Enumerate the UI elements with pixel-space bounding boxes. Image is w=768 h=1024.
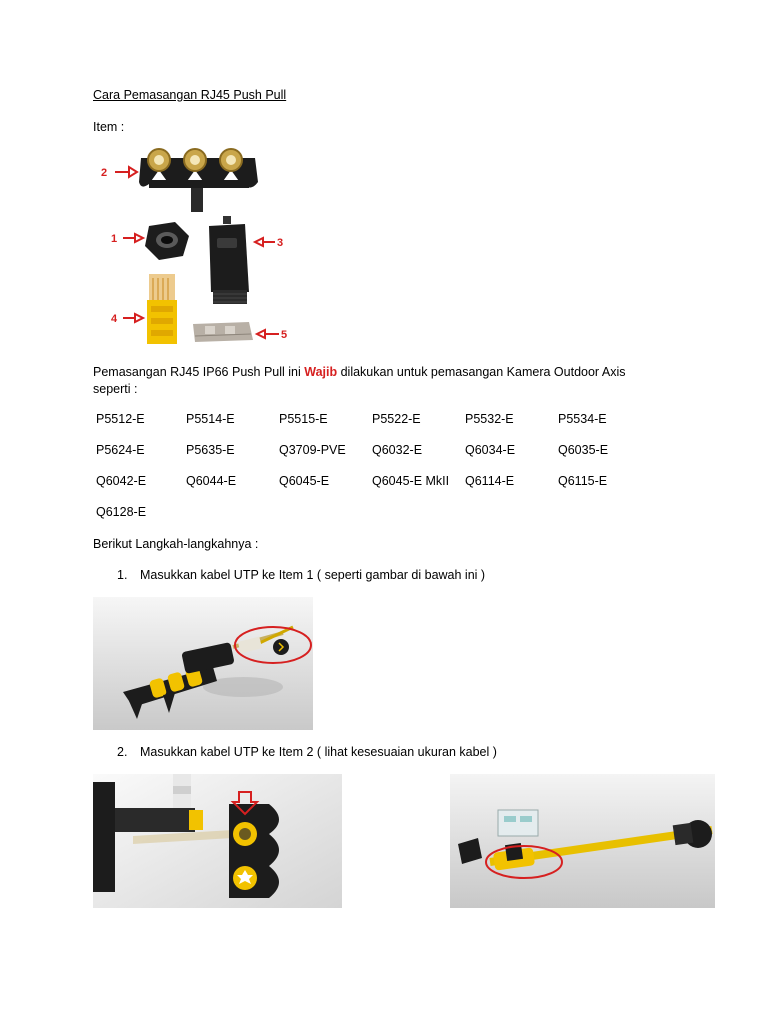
model-cell: P5635-E [186,443,235,457]
step-1 [117,568,485,582]
model-cell: P5534-E [558,412,607,426]
step-2-photo-left [93,774,342,908]
model-cell: Q6035-E [558,443,609,457]
intro-paragraph [93,364,653,398]
part-4-rj45-connector [147,274,177,344]
model-cell: P5532-E [465,412,514,426]
part-label-4: 4 [111,313,118,325]
model-cell: Q6128-E [96,505,147,519]
steps-heading: Berikut Langkah-langkahnya : [93,537,259,551]
step-text: Masukkan kabel UTP ke Item 1 ( seperti gambar di bawah ini ) [140,568,486,582]
parts-illustration [93,140,305,350]
step-number: 2. [117,745,128,759]
model-cell: Q6045-E MkII [372,474,450,488]
model-cell: Q6115-E [558,474,608,488]
model-cell: P5512-E [96,412,145,426]
step-text: Masukkan kabel UTP ke Item 2 ( lihat kesesuaian ukuran kabel ) [140,745,497,759]
model-cell: P5515-E [279,412,328,426]
model-cell: Q6114-E [465,474,515,488]
model-cell: P5514-E [186,412,235,426]
intro-text-after: dilakukan untuk pemasangan Kamera Outdoor Axis seperti : [93,365,626,396]
step-1-photo [93,597,313,730]
intro-text-before: Pemasangan RJ45 IP66 Push Pull ini [93,365,305,379]
part-5-metal-shield [193,322,253,342]
model-cell: Q6044-E [186,474,237,488]
model-cell: Q6032-E [372,443,423,457]
model-cell: P5522-E [372,412,421,426]
part-3-housing [209,216,249,304]
part-label-5: 5 [281,329,288,341]
step-2-photo-right [450,774,715,908]
step-2 [117,745,497,759]
page-title: Cara Pemasangan RJ45 Push Pull [93,88,287,102]
item-label: Item : [93,120,125,134]
model-cell: P5624-E [96,443,145,457]
part-label-3: 3 [277,237,284,249]
step-number: 1. [117,568,128,582]
intro-highlight: Wajib [304,365,338,379]
part-label-1: 1 [111,233,118,245]
model-cell: Q3709-PVE [279,443,346,457]
model-cell: Q6042-E [96,474,147,488]
part-label-2: 2 [101,167,108,179]
model-cell: Q6045-E [279,474,330,488]
model-cell: Q6034-E [465,443,516,457]
parts-figure [93,140,305,350]
